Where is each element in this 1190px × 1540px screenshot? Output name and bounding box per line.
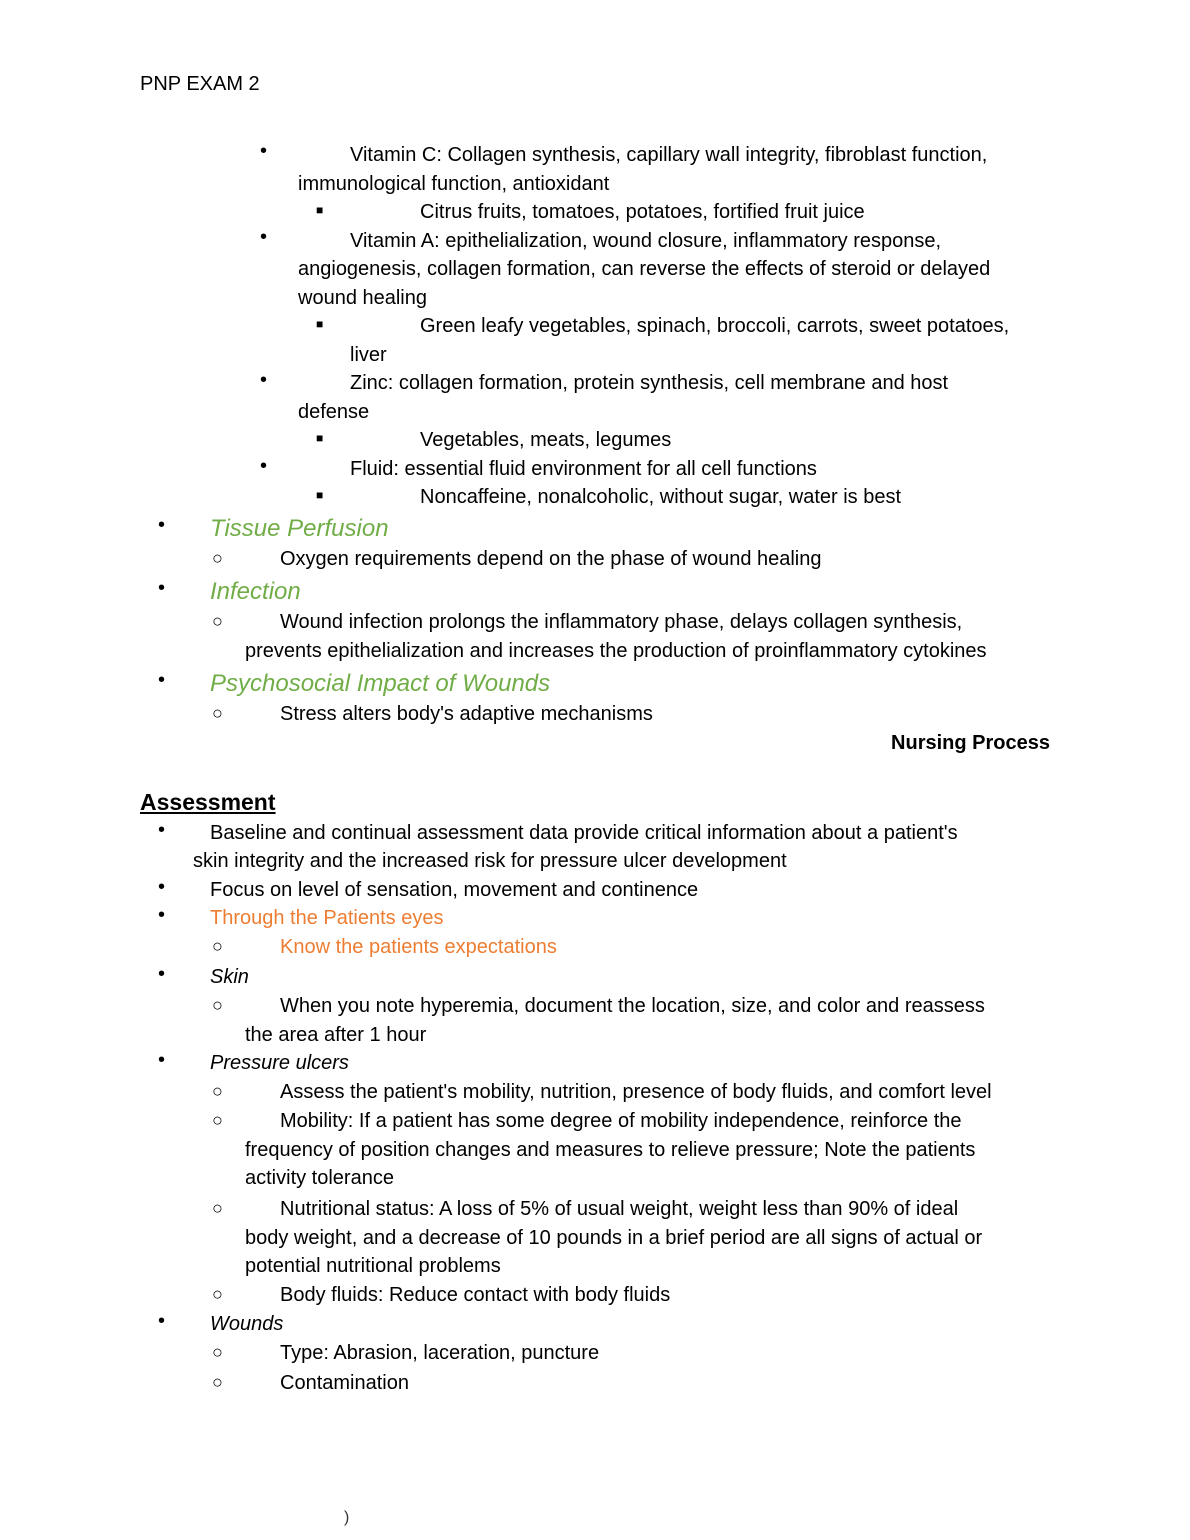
bullet-icon: • [158,669,166,691]
nutrient-source: Green leafy vegetables, spinach, broccoli, carrots, sweet potatoes, [420,315,1010,337]
assessment-item: Wounds [210,1313,284,1335]
nutrient-line: Fluid: essential fluid environment for all cell functions [350,458,817,480]
assessment-subitem: the area after 1 hour [245,1024,427,1046]
assessment-subitem: body weight, and a decrease of 10 pounds in a brief period are all signs of actual or [245,1227,983,1249]
nutrient-source: Citrus fruits, tomatoes, potatoes, fortified fruit juice [420,201,865,223]
bullet-icon: • [158,963,166,985]
square-bullet-icon: ■ [316,203,324,217]
nutrient-line: immunological function, antioxidant [298,173,610,195]
bullet-icon: • [260,140,268,162]
page-header: PNP EXAM 2 [140,73,260,95]
assessment-subitem: Contamination [280,1372,409,1394]
bullet-icon: • [158,1049,166,1071]
circle-bullet-icon: ○ [212,936,223,956]
assessment-subitem: frequency of position changes and measures to relieve pressure; Note the patients [245,1139,976,1161]
nutrient-line: angiogenesis, collagen formation, can reverse the effects of steroid or delayed [298,258,991,280]
square-bullet-icon: ■ [316,317,324,331]
circle-bullet-icon: ○ [212,548,223,568]
assessment-subitem: activity tolerance [245,1167,394,1189]
bullet-icon: • [158,1310,166,1332]
assessment-item: Baseline and continual assessment data provide critical information about a patient's [210,822,958,844]
assessment-heading: Assessment [140,789,276,815]
circle-bullet-icon: ○ [212,1342,223,1362]
section-title: Nursing Process [891,732,1050,754]
square-bullet-icon: ■ [316,488,324,502]
factor-point: Oxygen requirements depend on the phase of wound healing [280,548,822,570]
factor-heading: Infection [210,578,301,605]
circle-bullet-icon: ○ [212,1372,223,1392]
circle-bullet-icon: ○ [212,1198,223,1218]
bullet-icon: • [260,226,268,248]
bullet-icon: • [158,904,166,926]
nutrient-line: Zinc: collagen formation, protein synthesis, cell membrane and host [350,372,949,394]
circle-bullet-icon: ○ [212,995,223,1015]
bullet-icon: • [158,577,166,599]
nutrient-line: defense [298,401,370,423]
footer-mark: ) [344,1509,350,1526]
circle-bullet-icon: ○ [212,703,223,723]
factor-point: Wound infection prolongs the inflammatory phase, delays collagen synthesis, [280,611,963,633]
assessment-subitem: potential nutritional problems [245,1255,501,1277]
assessment-item: skin integrity and the increased risk for pressure ulcer development [193,850,787,872]
nutrient-source: liver [350,344,387,366]
assessment-subitem: Body fluids: Reduce contact with body fluids [280,1284,671,1306]
nutrient-line: Vitamin A: epithelialization, wound closure, inflammatory response, [350,230,942,252]
assessment-subitem: Assess the patient's mobility, nutrition, presence of body fluids, and comfort level [280,1081,992,1103]
circle-bullet-icon: ○ [212,1110,223,1130]
assessment-subitem: Know the patients expectations [280,936,557,958]
nutrient-line: Vitamin C: Collagen synthesis, capillary wall integrity, fibroblast function, [350,144,988,166]
assessment-subitem: Type: Abrasion, laceration, puncture [280,1342,600,1364]
assessment-item: Focus on level of sensation, movement and continence [210,879,699,901]
nutrient-source: Vegetables, meats, legumes [420,429,672,451]
bullet-icon: • [260,455,268,477]
circle-bullet-icon: ○ [212,1284,223,1304]
bullet-icon: • [158,514,166,536]
factor-point: prevents epithelialization and increases the production of proinflammatory cytokines [245,640,987,662]
bullet-icon: • [260,369,268,391]
bullet-icon: • [158,819,166,841]
assessment-item: Skin [210,966,249,988]
assessment-subitem: When you note hyperemia, document the location, size, and color and reassess [280,995,985,1017]
assessment-item: Through the Patients eyes [210,907,444,929]
nutrient-line: wound healing [298,287,427,309]
square-bullet-icon: ■ [316,431,324,445]
factor-heading: Psychosocial Impact of Wounds [210,670,551,697]
factor-heading: Tissue Perfusion [210,515,389,542]
assessment-item: Pressure ulcers [210,1052,349,1074]
factor-point: Stress alters body's adaptive mechanisms [280,703,653,725]
bullet-icon: • [158,876,166,898]
circle-bullet-icon: ○ [212,611,223,631]
assessment-subitem: Mobility: If a patient has some degree of mobility independence, reinforce the [280,1110,962,1132]
assessment-subitem: Nutritional status: A loss of 5% of usual weight, weight less than 90% of ideal [280,1198,959,1220]
circle-bullet-icon: ○ [212,1081,223,1101]
nutrient-source: Noncaffeine, nonalcoholic, without sugar, water is best [420,486,902,508]
